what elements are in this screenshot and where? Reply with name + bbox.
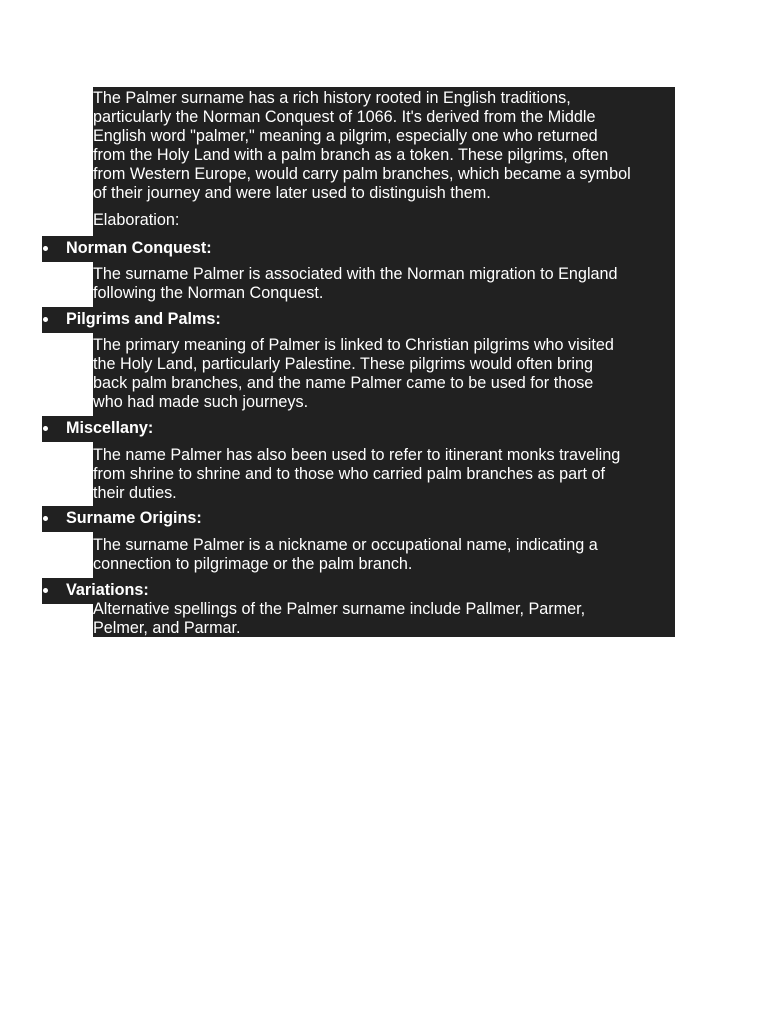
bullet-icon bbox=[43, 516, 48, 521]
list-item-body: The name Palmer has also been used to refer to itinerant monks traveling from shrine to shrine and to those who carried palm branches as part of their duties. bbox=[93, 446, 621, 502]
list-item-heading: Surname Origins: bbox=[66, 509, 202, 527]
list-item bbox=[42, 307, 232, 333]
bullet-icon bbox=[43, 246, 48, 251]
bullet-icon bbox=[43, 426, 48, 431]
elaboration-label: Elaboration: bbox=[93, 211, 180, 229]
list-item-heading: Norman Conquest: bbox=[66, 239, 212, 257]
bullet-icon bbox=[43, 317, 48, 322]
intro-paragraph: The Palmer surname has a rich history rooted in English traditions, particularly the Norman Conquest of 1066. It's derived from the Middle English word "palmer," meaning a pilgrim, especially one who returned from the Holy Land with a palm branch as a token. These pilgrims, often from Western Europe, would carry palm branches, which became a symbol of their journey and were later used to distinguish them. bbox=[93, 89, 631, 202]
list-item bbox=[42, 236, 222, 262]
list-item-heading: Pilgrims and Palms: bbox=[66, 310, 221, 328]
list-item bbox=[42, 506, 212, 532]
list-item-body: The surname Palmer is associated with the Norman migration to England following the Norman Conquest. bbox=[93, 265, 618, 302]
list-item-body: Alternative spellings of the Palmer surname include Pallmer, Parmer, Pelmer, and Parmar. bbox=[93, 600, 586, 637]
list-item-body: The surname Palmer is a nickname or occupational name, indicating a connection to pilgrimage or the palm branch. bbox=[93, 536, 598, 573]
list-item bbox=[42, 416, 160, 442]
list-item-heading: Variations: bbox=[66, 581, 149, 599]
list-item-body: The primary meaning of Palmer is linked to Christian pilgrims who visited the Holy Land, particularly Palestine. These pilgrims would often bring back palm branches, and the name Palmer came to be used for those who had made such journeys. bbox=[93, 336, 614, 411]
bullet-icon bbox=[43, 588, 48, 593]
list-item-heading: Miscellany: bbox=[66, 419, 154, 437]
